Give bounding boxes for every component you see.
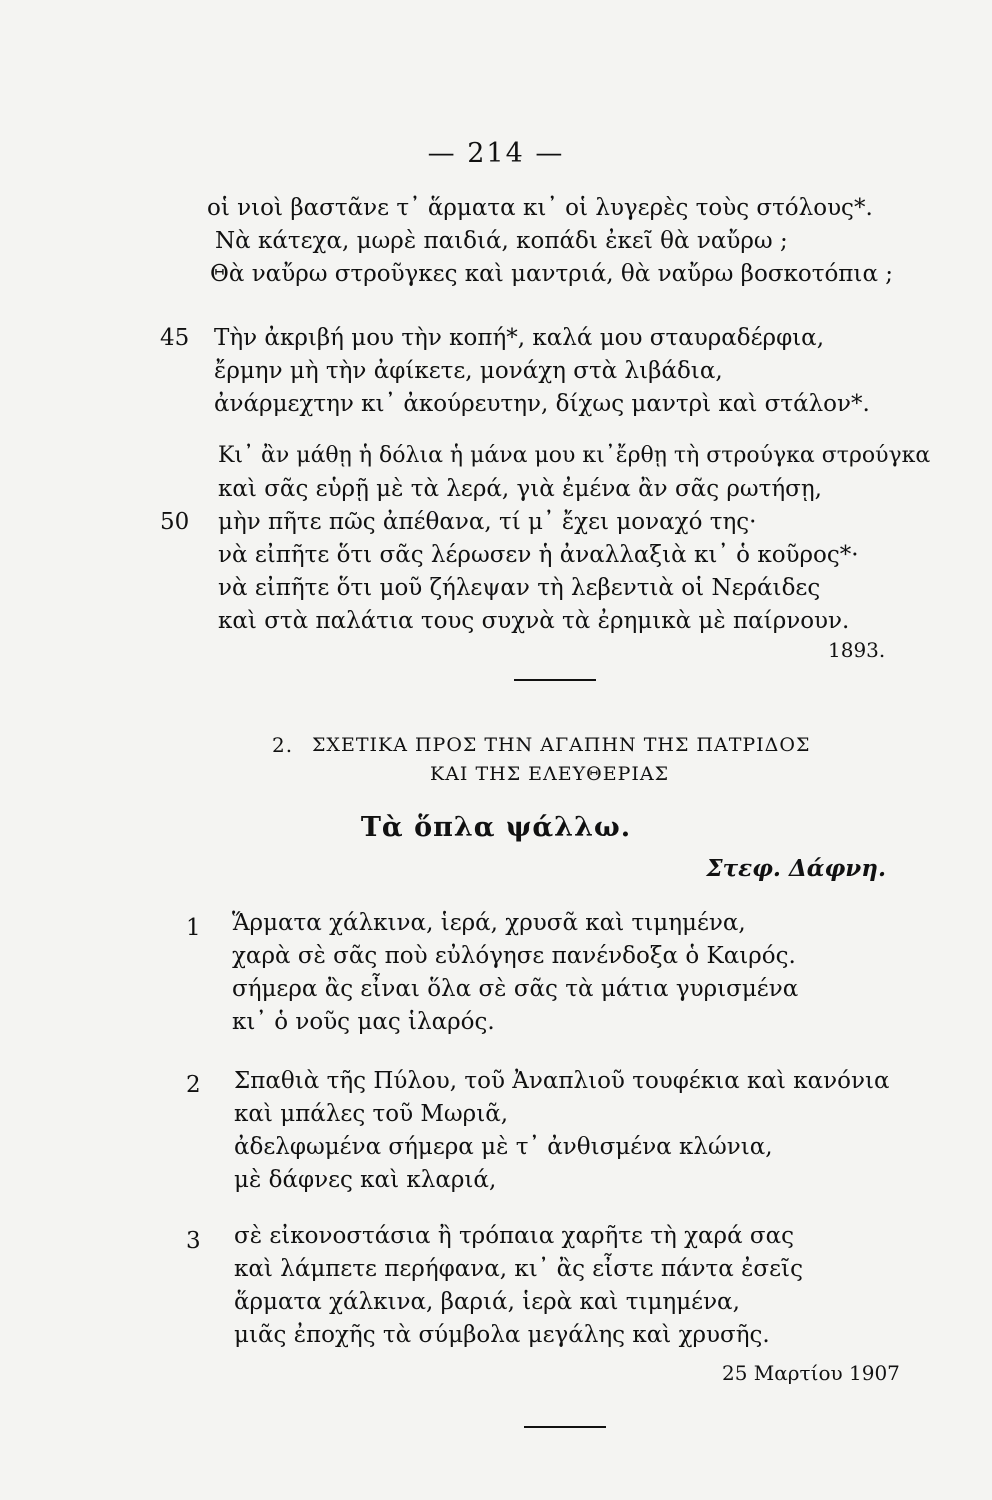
stanza-line: Ἅρματα χάλκινα, ἱερά, χρυσᾶ καὶ τιμημένα, — [232, 910, 746, 936]
stanza-number: 2 — [186, 1072, 201, 1098]
stanza-line: μιᾶς ἐποχῆς τὰ σύμβολα μεγάλης καὶ χρυσῆς. — [234, 1322, 770, 1348]
section-divider — [514, 679, 596, 681]
end-divider — [524, 1426, 606, 1428]
stanza-number: 1 — [186, 915, 201, 941]
poem-2-author: Στεφ. Δάφνη. — [706, 855, 886, 882]
line-text: καὶ στὰ παλάτια τους συχνὰ τὰ ἐρημικὰ μὲ παίρνουν. — [218, 608, 850, 634]
section-number: 2. — [272, 733, 294, 757]
page-number: — 214 — — [427, 138, 565, 169]
line-text: νὰ εἰπῆτε ὅτι σᾶς λέρωσεν ἡ ἀναλλαξιὰ κι᾽ ὁ κοῦρος*· — [218, 542, 859, 568]
poem-2-date: 25 Μαρτίου 1907 — [722, 1361, 900, 1385]
poem-1-date: 1893. — [828, 638, 886, 662]
line-text: μὴν πῆτε πῶς ἀπέθανα, τί μ᾽ ἔχει μοναχό της· — [218, 509, 757, 535]
stanza-line: καὶ λάμπετε περήφανα, κι᾽ ἂς εἶστε πάντα ἐσεῖς — [234, 1256, 803, 1282]
stanza-line: κι᾽ ὁ νοῦς μας ἱλαρός. — [232, 1009, 495, 1035]
stanza-line: μὲ δάφνες καὶ κλαριά, — [234, 1167, 497, 1193]
stanza-line: καὶ μπάλες τοῦ Μωριᾶ, — [234, 1101, 509, 1127]
line-text: ἔρμην μὴ τὴν ἀφίκετε, μονάχη στὰ λιβάδια, — [214, 358, 723, 384]
line-number: 45 — [160, 325, 190, 351]
line-text: καὶ σᾶς εὑρῇ μὲ τὰ λερά, γιὰ ἐμένα ἂν σᾶς ρωτήσῃ, — [218, 476, 822, 502]
line-text: Θὰ ναὔρω στροῦγκες καὶ μαντριά, θὰ ναὔρω βοσκοτόπια ; — [210, 261, 894, 287]
stanza-line: σήμερα ἂς εἶναι ὅλα σὲ σᾶς τὰ μάτια γυρισμένα — [232, 976, 799, 1002]
section-heading-line-1: ΣΧΕΤΙΚΑ ΠΡΟΣ ΤΗΝ ΑΓΑΠΗΝ ΤΗΣ ΠΑΤΡΙΔΟΣ — [312, 734, 811, 756]
stanza-line: σὲ εἰκονοστάσια ἢ τρόπαια χαρῆτε τὴ χαρά σας — [234, 1223, 795, 1249]
stanza-line: Σπαθιὰ τῆς Πύλου, τοῦ Ἀναπλιοῦ τουφέκια καὶ κανόνια — [234, 1068, 890, 1094]
line-text: Τὴν ἀκριβή μου τὴν κοπή*, καλά μου σταυραδέρφια, — [214, 325, 825, 351]
line-text: Κι᾽ ἂν μάθῃ ἡ δόλια ἡ μάνα μου κι᾽ἔρθῃ τὴ στρούγκα στρούγκα — [218, 443, 931, 468]
stanza-number: 3 — [186, 1228, 201, 1254]
stanza-line: ἀδελφωμένα σήμερα μὲ τ᾽ ἀνθισμένα κλώνια, — [234, 1134, 773, 1160]
line-text: νὰ εἰπῆτε ὅτι μοῦ ζήλεψαν τὴ λεβεντιὰ οἱ Νεράιδες — [218, 575, 821, 601]
line-number: 50 — [160, 509, 190, 535]
section-heading-line-2: ΚΑΙ ΤΗΣ ΕΛΕΥΘΕΡΙΑΣ — [430, 763, 670, 785]
stanza-line: χαρὰ σὲ σᾶς ποὺ εὐλόγησε πανένδοξα ὁ Καιρός. — [232, 943, 796, 969]
line-text: ἀνάρμεχτην κι᾽ ἀκούρευτην, δίχως μαντρὶ καὶ στάλον*. — [214, 391, 870, 417]
line-text: οἱ νιοὶ βαστᾶνε τ᾽ ἅρματα κι᾽ οἱ λυγερὲς τοὺς στόλους*. — [207, 195, 873, 221]
stanza-line: ἅρματα χάλκινα, βαριά, ἱερὰ καὶ τιμημένα, — [234, 1289, 740, 1315]
line-text: Νὰ κάτεχα, μωρὲ παιδιά, κοπάδι ἐκεῖ θὰ ναὔρω ; — [215, 228, 788, 254]
poem-2-title: Τὰ ὅπλα ψάλλω. — [360, 812, 632, 843]
